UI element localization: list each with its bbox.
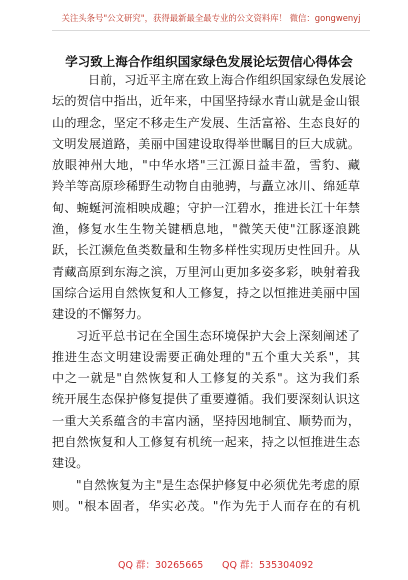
paragraph-line: 习近平总书记在全国生态环境保护大会上深刻阐述了 [76, 328, 360, 343]
paragraph-line: 文明发展道路，美丽中国建设取得举世瞩目的巨大成就。 [52, 136, 360, 151]
paragraph-line: 建设。 [52, 456, 89, 471]
paragraph-line: 青藏高原到东海之滨，万里河山更加多姿多彩，映射着我 [52, 264, 360, 279]
paragraph-line: 日前，习近平主席在致上海合作组织国家绿色发展论 [88, 73, 367, 87]
paragraph-line: 甸、蜿蜒河流相映成趣；守护一江碧水，推进长江十年禁 [52, 200, 360, 215]
paragraph-line: 渔，修复水生生物关键栖息地，"微笑天使"江豚逐浪跳 [52, 222, 360, 237]
paragraph-line: "自然恢复为主"是生态保护修复中必须优先考虑的原 [76, 477, 360, 492]
header-banner: 关注头条号"公文研究"，获得最新最全最专业的公文资料库！ 微信：gongwenyj [52, 6, 370, 31]
paragraph-line: 国综合运用自然恢复和人工修复，持之以恒推进美丽中国 [52, 285, 360, 300]
paragraph-line: 把自然恢复和人工修复有机统一起来，持之以恒推进生态 [52, 435, 360, 450]
paragraph-line: 坛的贺信中指出，近年来，中国坚持绿水青山就是金山银 [52, 94, 360, 109]
paragraph-line: 跃，长江濒危鱼类数量和生物多样性实现历史性回升。从 [52, 243, 360, 258]
paragraph-line: 放眼神州大地，"中华水塔"三江源日益丰盈，雪豹、藏 [52, 158, 360, 173]
paragraph-line: 则。"根本固者，华实必茂。"作为先于人而存在的有机 [52, 498, 360, 513]
paragraph-line: 一重大关系蕴含的丰富内涵，坚持因地制宜、顺势而为， [52, 413, 360, 428]
footer-qq-group-1: QQ 群：30265665 [118, 560, 204, 571]
footer-qq-group-2: QQ 群：535304092 [222, 560, 314, 571]
paragraph-line: 羚羊等高原珍稀野生动物自由驰骋，与矗立冰川、绵延草 [52, 179, 360, 194]
paragraph-line: 山的理念，坚定不移走生产发展、生活富裕、生态良好的 [52, 115, 360, 130]
footer [0, 558, 408, 574]
paragraph-line: 推进生态文明建设需要正确处理的"五个重大关系"，其 [52, 349, 360, 364]
paragraph-line: 中之一就是"自然恢复和人工修复的关系"。这为我们系 [52, 371, 360, 386]
paragraph-line: 建设的不懈努力。 [52, 307, 149, 322]
document-title: 学习致上海合作组织国家绿色发展论坛贺信心得体会 [65, 54, 353, 69]
document-body [52, 70, 367, 517]
paragraph-line: 统开展生态保护修复提供了重要遵循。我们要深刻认识这 [52, 392, 360, 407]
